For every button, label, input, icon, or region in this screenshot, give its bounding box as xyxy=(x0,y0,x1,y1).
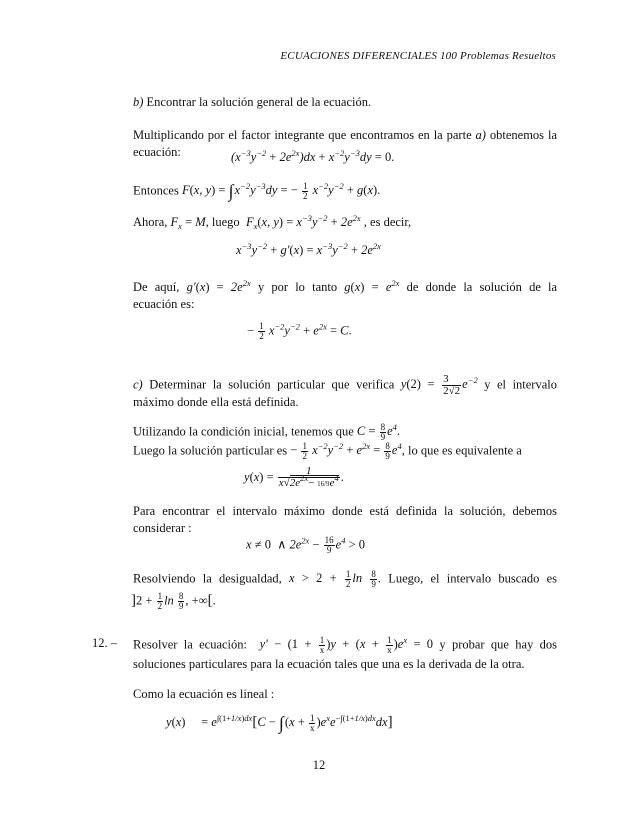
text: Ahora, xyxy=(133,215,168,229)
text: y por lo tanto xyxy=(257,280,338,294)
text: Entonces xyxy=(133,183,179,198)
part-c-paragraph-3: Para encontrar el intervalo máximo donde está definida la solución, debemos considerar : xyxy=(133,504,557,535)
equation-particular-solution: y(x) = $\frac{1}{x√2e^{2x}- 16/9e^4}$ . xyxy=(244,465,344,489)
text: . Luego, el intervalo buscado es xyxy=(377,571,558,586)
part-c-paragraph-1: Utilizando la condición inicial, tenemos que C = $\frac{8}{9}$ $e^4$. xyxy=(133,422,400,442)
equation-F-integral: F(x, $y) = \int x^{-2}y^{-3}dy$ = − $\frac{1}{2}$ $x^{-2}y^{-2} + g(x)$. xyxy=(181,181,381,202)
problem-12-label: 12. – xyxy=(92,636,117,650)
text: De aquí, xyxy=(133,280,180,294)
part-b-marker: b) xyxy=(133,95,144,109)
text: , luego xyxy=(205,215,240,229)
part-b-heading xyxy=(133,94,557,111)
text: Resolviendo la desigualdad, xyxy=(133,571,282,586)
running-header: ECUACIONES DIFERENCIALES 100 Problemas Resueltos xyxy=(280,50,556,62)
part-b-heading-text: Encontrar la solución general de la ecuación. xyxy=(146,95,372,109)
equation-interval: ]2 + $\frac{1}{2}$ ln $\frac{8}{9}$ , +∞[. xyxy=(131,591,216,611)
text: Luego la solución particular es xyxy=(133,443,288,458)
equation-g-prime: $x^{-3}y^{-2} + g'(x) = x^{-3}y^{-2} + 2e^{2x}$ xyxy=(236,241,381,257)
part-b-paragraph-4: De aquí, $g'(x) = 2e^{2x}$ y por lo tanto $g(x) = e^{2x}$ de donde la solución de la xyxy=(133,278,558,294)
text: obtenemos la ecuación: xyxy=(133,128,557,159)
part-b-paragraph-2 xyxy=(133,182,557,201)
part-c-marker: c) xyxy=(133,377,143,392)
part-b-paragraph-4-cont: ecuación es: xyxy=(133,297,195,311)
page-number: 12 xyxy=(312,758,326,772)
equation-domain-condition: x ≠ 0 ∧ $2e^{2x}$ − $\frac{16}{9}$ $e^4 > 0$ xyxy=(246,535,365,555)
part-c-heading: c) Determinar la solución particular que verifica y(2) = $\frac{3}{2√2}$ $e^{-2}$ y el intervalo xyxy=(133,373,557,397)
equation-linear-solution: y(x) = $e^{\int(1+1/x)dx}[C - \int(x$ + $\frac{1}{x}$ )$e^xe^{-\int(1+1/x)dx}dx$] xyxy=(166,712,393,733)
equation-general-solution: − $\frac{1}{2}$ $x^{-2}y^{-2} + e^{2x} = C$. xyxy=(247,321,352,341)
text: Utilizando la condición inicial, tenemos que xyxy=(133,424,354,439)
text: , lo que es equivalente a xyxy=(401,443,522,458)
part-ref: a) xyxy=(475,128,486,142)
text: , es decir, xyxy=(363,215,412,229)
part-c-paragraph-2: Luego la solución particular es − $\frac{1}{2}$ $x^{-2}y^{-2} + e^{2x}$ = $\frac{8}{9}$ $e^4$, lo que es equivalente a xyxy=(133,441,522,461)
part-c-paragraph-4: Resolviendo la desigualdad, x > 2 + $\frac{1}{2}$ ln $\frac{8}{9}$ . Luego, el intervalo buscado es xyxy=(133,569,558,589)
text: Resolver la ecuación: xyxy=(133,637,247,652)
problem-12-statement: Resolver la ecuación: y′ − (1 + $\frac{1}{x}$ )y + (x + $\frac{1}{x}$ )$e^x = 0$ y probar que hay dos xyxy=(133,635,558,655)
text: Multiplicando por el factor integrante que encontramos en la parte xyxy=(133,128,472,142)
part-b-paragraph-3: Ahora, $F_x = M$, luego $F_x(x$, $y) = x^{-3}y^{-2} + 2e^{2x}$ , es decir, xyxy=(133,213,412,231)
part-c-heading-cont: máximo donde ella está definida. xyxy=(133,395,299,409)
equation-exact-form: $(x^{-3}y^{-2} + 2e^{2x})dx + x^{-2}y^{-3}dy = 0$. xyxy=(231,148,395,164)
problem-12-statement-cont: soluciones particulares para la ecuación tales que una es la derivada de la otra. xyxy=(133,657,525,671)
problem-12-paragraph-1: Como la ecuación es lineal : xyxy=(133,687,275,701)
